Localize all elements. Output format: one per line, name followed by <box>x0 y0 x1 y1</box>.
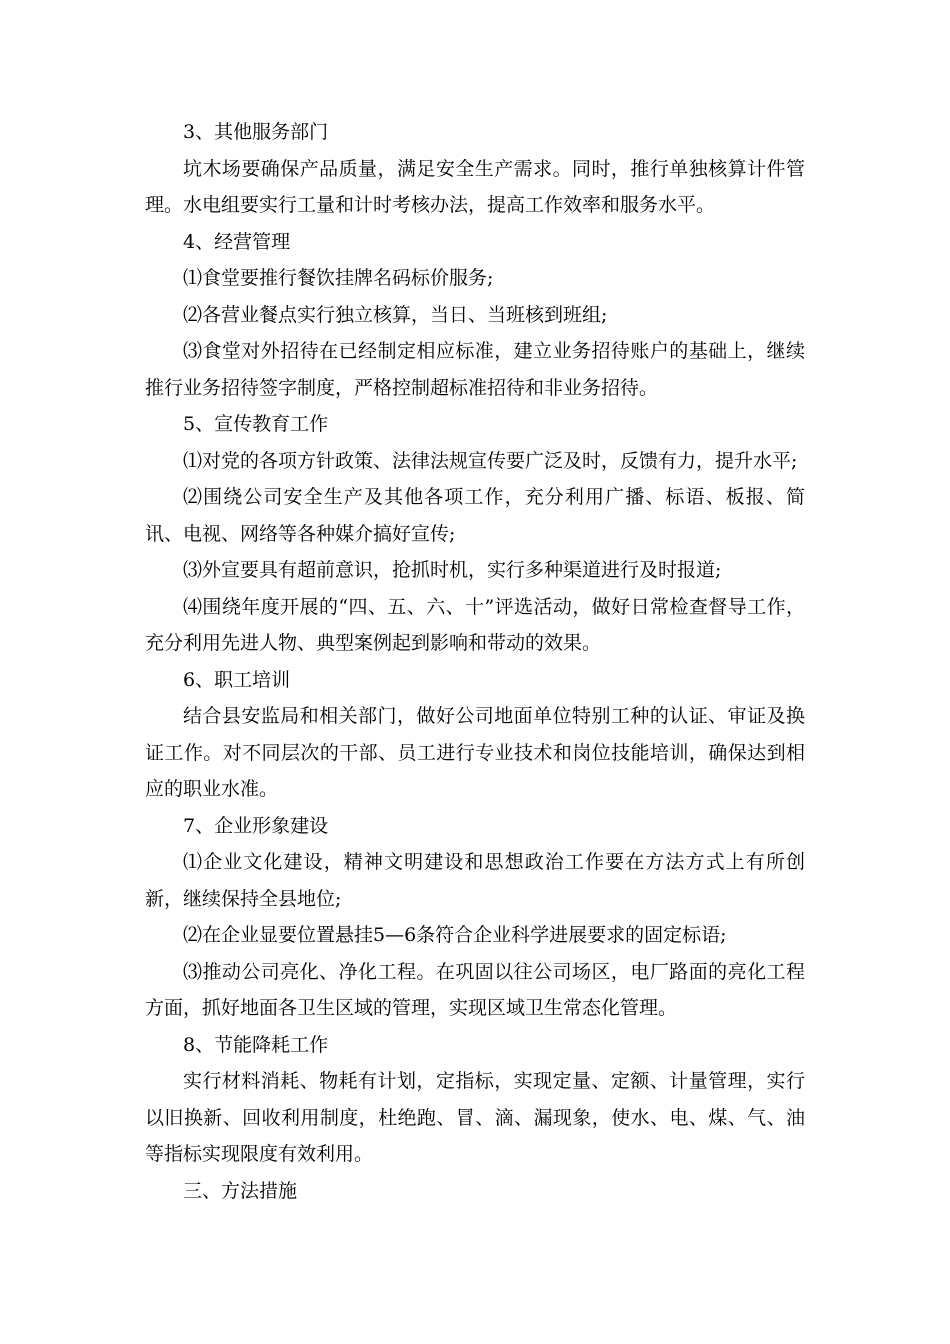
list-item: ⑷围绕年度开展的“四、五、六、十”评选活动，做好日常检查督导工作，充分利用先进人物、典型案例起到影响和带动的效果。 <box>145 595 805 654</box>
list-item: ⑴对党的各项方针政策、法律法规宣传要广泛及时，反馈有力，提升水平; <box>183 449 798 472</box>
body-paragraph: 坑木场要确保产品质量，满足安全生产需求。同时，推行单独核算计件管理。水电组要实行工量和计时考核办法，提高工作效率和服务水平。 <box>145 157 805 216</box>
section-heading: 7、企业形象建设 <box>183 814 329 837</box>
list-item: ⑵各营业餐点实行独立核算，当日、当班核到班组; <box>183 303 608 326</box>
body-paragraph: 实行材料消耗、物耗有计划，定指标，实现定量、定额、计量管理，实行以旧换新、回收利用制度，杜绝跑、冒、滴、漏现象，使水、电、煤、气、油等指标实现限度有效利用。 <box>145 1070 805 1165</box>
list-item: ⑶外宣要具有超前意识，抢抓时机，实行多种渠道进行及时报道; <box>183 559 722 581</box>
section-heading: 8、节能降耗工作 <box>183 1033 329 1056</box>
list-item: ⑵在企业显要位置悬挂5—6条符合企业科学进展要求的固定标语; <box>183 924 727 946</box>
list-item: ⑶推动公司亮化、净化工程。在巩固以往公司场区，电厂路面的亮化工程方面，抓好地面各卫生区域的管理，实现区域卫生常态化管理。 <box>145 960 805 1019</box>
section-heading: 3、其他服务部门 <box>183 121 329 143</box>
section-heading: 5、宣传教育工作 <box>183 413 329 435</box>
document-page <box>145 114 805 1209</box>
section-heading: 6、职工培训 <box>183 668 291 691</box>
chapter-heading: 三、方法措施 <box>183 1179 298 1202</box>
section-heading: 4、经营管理 <box>183 230 291 253</box>
list-item: ⑶食堂对外招待在已经制定相应标准，建立业务招待账户的基础上，继续推行业务招待签字制度，严格控制超标准招待和非业务招待。 <box>145 340 805 399</box>
list-item: ⑴企业文化建设，精神文明建设和思想政治工作要在方法方式上有所创新，继续保持全县地位; <box>145 851 805 910</box>
list-item: ⑴食堂要推行餐饮挂牌名码标价服务; <box>183 267 494 289</box>
list-item: ⑵围绕公司安全生产及其他各项工作，充分利用广播、标语、板报、简讯、电视、网络等各种媒介搞好宣传; <box>145 486 805 545</box>
body-paragraph: 结合县安监局和相关部门，做好公司地面单位特别工种的认证、审证及换证工作。对不同层次的干部、员工进行专业技术和岗位技能培训，确保达到相应的职业水准。 <box>145 705 805 800</box>
